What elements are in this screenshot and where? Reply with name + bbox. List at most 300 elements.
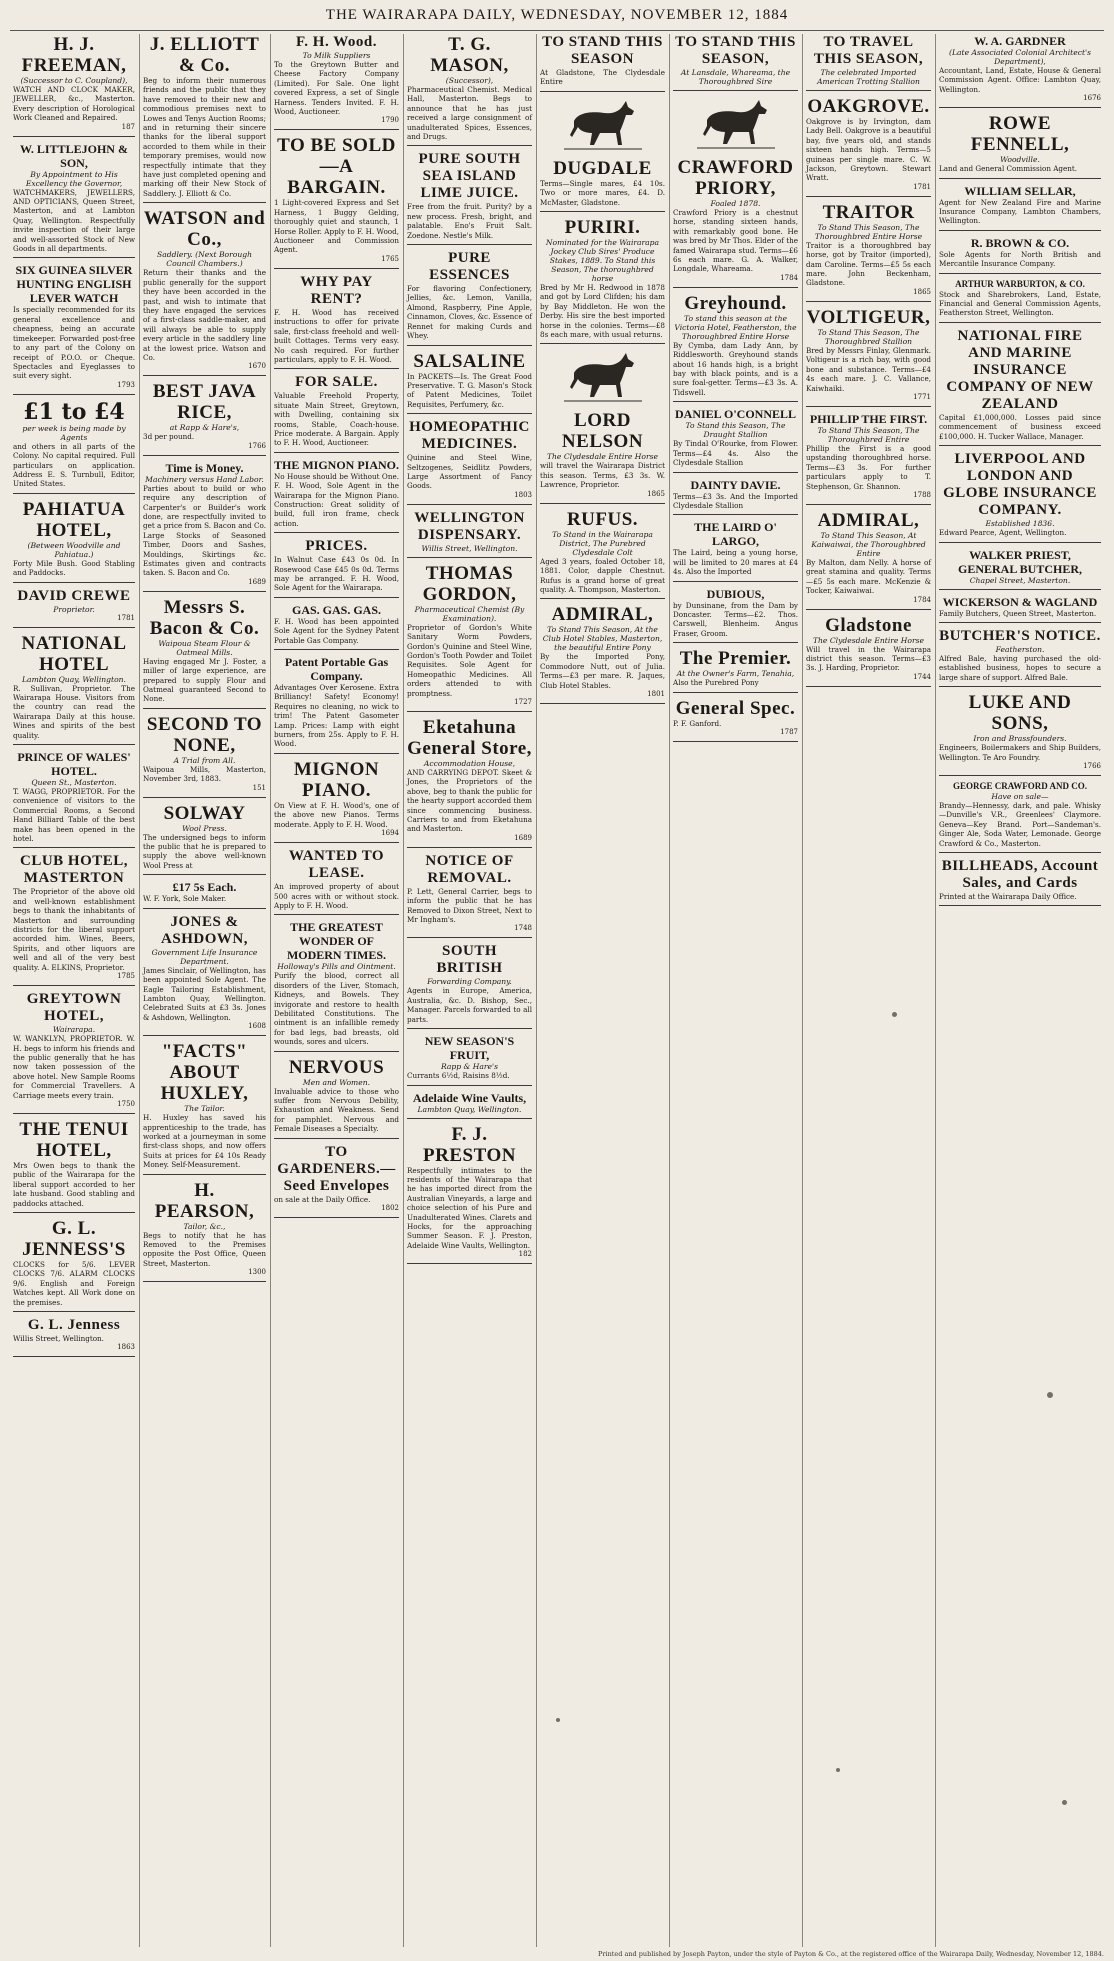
ad-subheading: To Stand This Season, The Thoroughbred Entire	[817, 425, 920, 444]
ad-body: Bred by Messrs Finlay, Glenmark. Voltigeur is a rich bay, with good bone and substance. Terms—£4 4s each mare. J. C. Vallance, Kaiwhaiki.	[806, 345, 931, 393]
advertisement	[939, 692, 1101, 771]
newspaper-masthead: THE WAIRARAPA DAILY, WEDNESDAY, NOVEMBER 12, 1884	[325, 7, 789, 23]
ad-heading: WALKER PRIEST, GENERAL BUTCHER,	[957, 547, 1083, 576]
ad-separator	[407, 504, 532, 505]
ad-separator	[939, 107, 1101, 108]
ad-body: To the Greytown Butter and Cheese Factory Company (Limited). For Sale. One light covered Express, a set of Single Harness. Tenders Invited. F. H. Wood, Auctioneer.	[274, 60, 399, 117]
advertisement	[407, 351, 532, 410]
ad-separator	[939, 273, 1101, 274]
column-4	[404, 34, 535, 1947]
ad-subheading: To Stand this Season, The Draught Stallion	[685, 421, 786, 440]
ad-heading: PAHIATUA HOTEL,	[22, 498, 126, 541]
ad-heading: PRICES.	[305, 538, 368, 555]
ad-subheading: At the Owner's Farm, Tenahia,	[676, 669, 795, 679]
ad-heading: TO STAND THIS SEASON	[542, 34, 663, 67]
ad-heading: W. A. GARDNER	[974, 34, 1066, 48]
ad-number: 1689	[514, 833, 532, 842]
ad-heading: Greyhound.	[684, 292, 787, 314]
ad-heading: F. H. Wood.	[296, 34, 377, 50]
ad-number: 1784	[913, 595, 931, 604]
ad-subheading: Government Life Insurance Department.	[151, 947, 258, 966]
ad-body: R. Sullivan, Proprietor. The Wairarapa House. Visitors from the country can read the Wairarapa Daily at this house. Wines and spirits of the best quality.	[13, 683, 135, 740]
advertisement	[13, 263, 135, 389]
ad-heading: Time is Money.	[165, 460, 244, 475]
advertisement	[673, 587, 798, 639]
advertisement	[407, 943, 532, 1024]
advertisement	[939, 628, 1101, 682]
ad-heading: ADMIRAL,	[817, 509, 920, 531]
ad-separator	[407, 345, 532, 346]
ad-heading: H. PEARSON,	[154, 1179, 255, 1222]
ad-body: By Cymba, dam Lady Ann, by Riddlesworth. Greyhound stands about 16 hands high, is a bright bay with black points, and is a sure foal-getter. Terms—£3 3s. A. Tidswell.	[673, 340, 798, 397]
ad-heading: F. J. PRESTON	[423, 1123, 516, 1166]
ad-separator	[673, 741, 798, 742]
ad-heading: WHY PAY RENT?	[300, 273, 373, 307]
ad-heading: NATIONAL FIRE AND MARINE INSURANCE COMPANY OF NEW ZEALAND	[946, 327, 1094, 412]
ad-separator	[274, 914, 399, 915]
ad-body: No House should be Without One. F. H. Wood, Sole Agent in the Wairarapa for the Mignon Piano. Construction: Great solidity of build, full iron frame, check action.	[274, 471, 399, 528]
advertisement	[673, 648, 798, 687]
ad-separator	[407, 557, 532, 558]
ad-number: 1802	[381, 1204, 399, 1212]
ad-subheading: The Tailor.	[184, 1104, 225, 1114]
advertisement	[143, 597, 266, 704]
advertisement	[407, 419, 532, 500]
advertisement	[274, 1144, 399, 1213]
ad-body: Accountant, Land, Estate, House & General Commission Agent. Office: Lambton Quay, Wellington.	[939, 66, 1101, 94]
ad-body: Aged 3 years, foaled October 18, 1881. Color, dapple Chestnut. Rufus is a grand horse of great quality. A. Thompson, Masterton.	[540, 556, 665, 594]
advertisement	[407, 151, 532, 240]
ad-heading: NEW SEASON'S FRUIT,	[424, 1034, 515, 1063]
ad-number: 1781	[913, 182, 931, 191]
ad-separator	[673, 401, 798, 402]
ad-heading: Eketahuna General Store,	[407, 717, 532, 759]
ad-heading: The Premier.	[679, 648, 792, 670]
ad-body: H. Huxley has saved his apprenticeship to the trade, has worked at a journeyman in some first-class shops, and now offers Suits at prices for £4 10s Ready Money. Self-Measurement.	[143, 1113, 266, 1170]
advertisement	[143, 914, 266, 1031]
ink-spot	[1047, 1392, 1053, 1398]
ad-number: 1694	[381, 829, 399, 838]
ad-heading: Messrs S. Bacon & Co.	[149, 596, 260, 639]
ad-heading: CLUB HOTEL, MASTERTON	[19, 853, 129, 887]
ad-heading: LIVERPOOL AND LONDON AND GLOBE INSURANCE COMPANY.	[943, 451, 1097, 519]
ad-number: 1748	[514, 924, 532, 933]
advertisement	[13, 499, 135, 578]
advertisement	[540, 509, 665, 595]
advertisement	[143, 208, 266, 371]
ad-separator	[407, 1118, 532, 1119]
ad-separator	[274, 452, 399, 453]
advertisement	[274, 458, 399, 528]
advertisement	[939, 236, 1101, 269]
ad-number: 1750	[117, 1099, 135, 1108]
ad-heading: PURIRI.	[564, 217, 641, 239]
column-6	[670, 34, 801, 1947]
advertisement	[673, 520, 798, 576]
ad-separator	[143, 1174, 266, 1175]
ad-number: 1781	[117, 613, 135, 622]
ad-heading: PRINCE OF WALES' HOTEL.	[17, 750, 131, 778]
ad-number: 1784	[780, 273, 798, 282]
advertisement	[939, 34, 1101, 103]
advertisement	[939, 328, 1101, 441]
ad-separator	[939, 178, 1101, 179]
ad-separator	[13, 744, 135, 745]
ink-spot	[892, 1012, 897, 1017]
ad-separator	[13, 985, 135, 986]
advertisement	[540, 410, 665, 498]
ad-number: 1765	[381, 254, 399, 263]
ad-body: Crawford Priory is a chestnut horse, standing sixteen hands, with remarkably good bone. He was bred by Mr Thos. Elder of the famed Wairarapa stud. Terms—£6 6s each mare. G. A. Walker, Longdale, Whareama.	[673, 208, 798, 274]
ad-separator	[939, 322, 1101, 323]
ad-number: 1803	[514, 490, 532, 499]
ad-heading: G. L. JENNESS'S	[22, 1217, 126, 1260]
ad-body: Land and General Commission Agent.	[939, 164, 1078, 174]
ad-separator	[673, 581, 798, 582]
ad-body: WATCHMAKERS, JEWELLERS, AND OPTICIANS, Queen Street, Masterton, and at Lambton Quay, Wellington. Respectfully invite inspection of their large and well-assorted Stock of New Goods in all departments.	[13, 187, 135, 254]
ad-separator	[407, 244, 532, 245]
ad-body: Currants 6½d, Raisins 8½d.	[407, 1071, 510, 1081]
column-7	[803, 34, 934, 1947]
ad-subheading: (Successor to C. Coupland),	[20, 76, 128, 85]
ad-subheading: To Stand in the Wairarapa District, The Purebred Clydesdale Colt	[552, 529, 653, 557]
ad-body: Proprietor of Gordon's White Sanitary Worm Powders, Gordon's Quinine and Steel Wine, Gordon's Tooth Powder and Toilet Requisites. Sole Agent for Homeopathic Medicines. All orders attended to with promptness.	[407, 622, 532, 698]
advertisement	[939, 595, 1101, 618]
ad-subheading: To Stand This Season, At the Club Hotel Stables, Masterton, the beautiful Entire Pony	[542, 625, 663, 653]
ad-body: P. F. Ganford.	[673, 718, 722, 728]
ad-subheading: At Lansdale, Whareama, the Thoroughbred Sire	[680, 68, 791, 86]
ad-separator	[274, 1217, 399, 1218]
ad-separator	[673, 287, 798, 288]
advertisement	[540, 34, 665, 87]
ad-body: Printed at the Wairarapa Daily Office.	[939, 891, 1077, 901]
ad-subheading: (Successor),	[445, 76, 494, 85]
ad-subheading: (Late Associated Colonial Architect's Department),	[949, 48, 1091, 66]
ad-body: Quinine and Steel Wine, Seltzogenes, Seidlitz Powders, Large Assortment of Fancy Goods.	[407, 453, 532, 491]
ad-subheading: Willis Street, Wellington.	[421, 543, 518, 553]
ad-heading: Adelaide Wine Vaults,	[412, 1090, 527, 1105]
advertisement	[806, 307, 931, 402]
advertisement	[143, 461, 266, 587]
ad-body: W. WANKLYN, PROPRIETOR. W. H. begs to inform his friends and the public generally that he has now taken possession of the above hotel. New Sample Rooms for Commercial Travellers. A Carriage meets every train.	[13, 1034, 135, 1100]
ad-body: and others in all parts of the Colony. No capital required. Full particulars on application. Address E. S. Turnbull, Editor, United States.	[13, 441, 135, 489]
ad-heading: PURE ESSENCES	[429, 250, 510, 284]
ad-body: Beg to inform their numerous friends and the public that they have removed to their new and commodious premises next to Lowes and Tenys Auction Rooms; and in returning their sincere thanks for the liberal support accorded to them while in their temporary premises, would now respectfully intimate that they have just completed opening and marking off their New Stock of Saddlery. J. Elliott & Co.	[143, 76, 266, 198]
ad-separator	[673, 642, 798, 643]
ad-subheading: To Stand This Season, At Kaiwaiwai, the Thoroughbred Entire	[811, 530, 926, 558]
ad-body: The undersigned begs to inform the public that he is prepared to supply the above well-known Wool Press at	[143, 832, 266, 870]
advertisement	[407, 1124, 532, 1260]
advertisement	[939, 858, 1101, 901]
ad-separator	[540, 91, 665, 92]
ad-separator	[806, 90, 931, 91]
advertisement	[143, 1041, 266, 1169]
ad-separator	[274, 1138, 399, 1139]
advertisement	[806, 615, 931, 682]
ad-subheading: The Clydesdale Entire Horse	[546, 452, 659, 462]
ad-number: 1863	[117, 1343, 135, 1352]
column-8	[936, 34, 1104, 1947]
ad-body: Alfred Bale, having purchased the old-established business, hopes to secure a large share of support. Alfred Bale.	[939, 653, 1101, 682]
ad-heading: TRAITOR	[822, 201, 915, 223]
advertisement	[13, 1317, 135, 1352]
advertisement	[13, 991, 135, 1109]
ad-heading: NOTICE OF REMOVAL.	[425, 852, 514, 886]
advertisement	[13, 142, 135, 254]
ad-body: Terms—Single mares, £4 10s. Two or more mares, £4. D. McMaster, Gladstone.	[540, 178, 665, 207]
ad-body: By Malton, dam Nelly. A horse of great stamina and quality. Terms—£5 5s each mare. McKenzie & Tocker, Kaiwaiwai.	[806, 557, 931, 596]
ad-separator	[274, 532, 399, 533]
column-1	[10, 34, 138, 1947]
ad-heading: TO BE SOLD—A BARGAIN.	[277, 135, 396, 199]
advertisement	[939, 548, 1101, 585]
column-3	[271, 34, 402, 1947]
ad-heading: VOLTIGEUR,	[806, 306, 931, 328]
ad-heading: General Spec.	[675, 697, 796, 719]
advertisement	[143, 880, 266, 903]
ad-separator	[143, 455, 266, 456]
ad-body: CLOCKS for 5/6. LEVER CLOCKS 7/6. ALARM CLOCKS 9/6. English and Foreign Watches kept. All Work done on the premises.	[13, 1259, 135, 1307]
ad-body: Is specially recommended for its general excellence and cheapness, being an accurate timekeeper. Forwarded post-free to any part of the Colony on receipt of P.O.O. or Cheque. Spectacles and Eyeglasses to suit every sight.	[13, 305, 135, 381]
ad-separator	[407, 937, 532, 938]
ad-number: 187	[121, 122, 135, 131]
ad-body: AND CARRYING DEPOT. Skeet & Jones, the Proprietors of the above, beg to thank the public for the hearty support accorded them since commencing business. Carriers to and from Eketahuna and Masterton.	[407, 768, 532, 834]
ad-separator	[407, 847, 532, 848]
ad-number: 1788	[913, 490, 931, 499]
advertisement	[806, 412, 931, 500]
ad-number: 1300	[248, 1268, 266, 1277]
ad-separator	[407, 413, 532, 414]
advertisement	[274, 759, 399, 838]
ad-separator	[673, 692, 798, 693]
ad-subheading: Established 1836.	[985, 519, 1055, 529]
ad-number: 1771	[913, 392, 931, 401]
ad-subheading: Wairarapa.	[52, 1025, 96, 1035]
ad-heading: DUBIOUS,	[706, 586, 765, 601]
ad-body: Having engaged Mr J. Foster, a miller of large experience, are prepared to supply Flour and Oatmeal guaranteed Second to None.	[143, 656, 266, 704]
ad-separator	[13, 847, 135, 848]
advertisement	[274, 34, 399, 125]
ad-heading: MIGNON PIANO.	[293, 758, 380, 801]
ad-heading: DUGDALE	[553, 157, 652, 179]
ad-separator	[939, 589, 1101, 590]
ad-subheading: per week is being made by Agents	[22, 423, 126, 442]
advertisement	[939, 781, 1101, 848]
ad-heading: PHILLIP THE FIRST.	[809, 411, 928, 426]
ad-separator	[939, 230, 1101, 231]
ad-subheading: Lambton Quay, Wellington.	[22, 674, 126, 684]
ad-separator	[407, 1085, 532, 1086]
ad-body: F. H. Wood has been appointed Sole Agent for the Sydney Patent Portable Gas Company.	[274, 616, 399, 645]
ad-heading: DAINTY DAVIE.	[690, 477, 781, 492]
ad-body: In PACKETS—Is. The Great Food Preservative. T. G. Mason's Stock of Patent Medicines, Toilet Requisites, Perfumery, &c.	[407, 371, 532, 409]
advertisement	[274, 920, 399, 1046]
advertisement	[407, 563, 532, 707]
ad-body: James Sinclair, of Wellington, has been appointed Sole Agent. The Eagle Tailoring Establishment, Lambton Quay, Wellington. Celebrated Suits at £3 3s. Jones & Ashdown, Wellington.	[143, 965, 266, 1022]
ad-body: In Walnut Case £43 0s 0d. In Rosewood Case £45 0s 0d. Terms may be arranged. F. H. Wood, Sole Agent for the Wairarapa.	[274, 555, 399, 593]
ad-separator	[143, 708, 266, 709]
advertisement	[806, 510, 931, 605]
ad-heading: Gladstone	[825, 614, 912, 636]
advertisement	[13, 34, 135, 132]
ad-body: Engineers, Boilermakers and Ship Builders, Wellington. Te Aro Foundry.	[939, 743, 1101, 762]
column-5	[537, 34, 668, 1947]
ad-heading: THE TENUI HOTEL,	[19, 1118, 129, 1161]
ad-separator	[13, 582, 135, 583]
advertisement	[939, 184, 1101, 226]
advertisement	[673, 407, 798, 467]
ad-separator	[13, 493, 135, 494]
advertisement	[13, 750, 135, 843]
ad-heading: TO STAND THIS SEASON,	[675, 34, 796, 67]
ad-body: Free from the fruit. Purity? by a new process. Fresh, bright, and palatable. Eno's Fruit Salt. Zoedone. Nestle's Milk.	[407, 202, 532, 240]
advertisement	[407, 250, 532, 340]
ad-subheading: Tailor, &c.,	[183, 1221, 226, 1231]
advertisement	[407, 1034, 532, 1080]
ad-body: Stock and Sharebrokers, Land, Estate, Financial and General Commission Agents, Featherston Street, Wellington.	[939, 289, 1101, 318]
ad-subheading: Chapel Street, Masterton.	[969, 575, 1071, 585]
ad-body: Traitor is a thoroughbred bay horse, got by Traitor (imported), dam Caroline. Terms—£5 5s each mare. John Beckenham, Gladstone.	[806, 240, 931, 288]
ad-subheading: Featherston.	[995, 644, 1045, 654]
ad-body: Sole Agents for North British and Mercantile Insurance Company.	[939, 249, 1101, 269]
advertisement	[407, 717, 532, 843]
ad-subheading: Wool Press.	[182, 823, 227, 833]
ad-heading: WICKERSON & WAGLAND	[942, 594, 1098, 609]
ad-heading: WILLIAM SELLAR,	[964, 183, 1076, 198]
ad-separator	[143, 375, 266, 376]
ad-body: Agent for New Zealand Fire and Marine Insurance Company, Lambton Chambers, Wellington.	[939, 197, 1101, 226]
ad-number: 1766	[248, 441, 266, 450]
ad-heading: NATIONAL HOTEL	[21, 632, 127, 675]
ink-spot	[556, 1718, 560, 1722]
ink-spot	[836, 1768, 840, 1772]
ad-separator	[274, 129, 399, 130]
ad-body: The Proprietor of the above old and well-known establishment begs to thank the inhabitants of Masterton and surrounding districts for the liberal support accorded him. Wines, Beers, Spirits, and other liquors are well and all of the very best quality. A. ELKINS, Proprietor.	[13, 887, 135, 972]
ad-body: 3d per pound.	[143, 432, 195, 442]
ad-body: At Gladstone, The Clydesdale Entire	[540, 68, 665, 87]
ad-number: 151	[252, 783, 266, 792]
ad-subheading: By Appointment to His Excellency the Governor,	[25, 169, 123, 188]
advertisement	[274, 848, 399, 910]
advertisement	[13, 853, 135, 981]
ad-heading: R. BROWN & CO.	[970, 235, 1070, 250]
ad-subheading: Proprietor.	[53, 604, 95, 614]
ad-separator	[806, 406, 931, 407]
ad-body: For flavoring Confectionery, Jellies, &c. Lemon, Vanilla, Almond, Raspberry, Pine Apple, Cinnamon, Cloves, &c. Essence of Rennet for making Curds and Whey.	[407, 284, 532, 341]
ad-number: 1676	[1083, 94, 1101, 103]
ad-body: P. Lett, General Carrier, begs to inform the public that he has Removed to Dixon Street, Next to Mr Ingham's.	[407, 886, 532, 925]
ad-subheading: To stand this season at the Victoria Hotel, Featherston, the Thoroughbred Entire Horse	[674, 313, 797, 341]
ad-heading: £1 to £4	[23, 398, 125, 425]
ad-body: Also the Purebred Pony	[673, 678, 759, 688]
ad-separator	[540, 598, 665, 599]
ad-heading: G. L. Jenness	[27, 1317, 121, 1333]
ad-subheading: Machinery versus Hand Labor.	[145, 474, 264, 484]
ad-heading: THE GREATEST WONDER OF MODERN TIMES.	[286, 920, 387, 963]
ad-separator	[13, 1113, 135, 1114]
ad-body: will travel the Wairarapa District this season. Terms, £3 3s. W. Lawrence, Proprietor.	[540, 461, 665, 490]
ad-heading: BUTCHER'S NOTICE.	[939, 627, 1101, 644]
ad-number: 1744	[913, 672, 931, 681]
ad-separator	[274, 597, 399, 598]
ad-subheading: Waipoua Steam Flour & Oatmeal Mills.	[158, 638, 251, 657]
ad-separator	[13, 1311, 135, 1312]
ad-separator	[274, 649, 399, 650]
ad-heading: ADMIRAL,	[551, 604, 654, 626]
advertisement	[274, 655, 399, 749]
ad-subheading: Pharmaceutical Chemist (By Examination).	[414, 604, 525, 623]
ad-heading: GAS. GAS. GAS.	[291, 602, 382, 617]
ad-body: W. F. York, Sole Maker.	[143, 894, 227, 904]
ad-heading: RUFUS.	[566, 508, 639, 530]
ad-heading: SOUTH BRITISH	[436, 943, 503, 977]
ad-body: Advantages Over Kerosene. Extra Brilliancy! Safety! Economy! Requires no cleaning, no wick to trim! The Patent Gasometer Lamp. Prices: Lamp with eight burners, from 25s. Apply to F. H. Wood.	[274, 683, 399, 749]
ad-heading: H. J. FREEMAN,	[21, 34, 127, 76]
column-2	[140, 34, 269, 1947]
ad-heading: FOR SALE.	[295, 374, 378, 391]
horse-engraving	[560, 97, 646, 155]
ad-body: An improved property of about 500 acres with or without stock. Apply to F. H. Wood.	[274, 882, 399, 910]
ad-subheading: Lambton Quay, Wellington.	[417, 1104, 522, 1114]
ad-number: 1790	[381, 116, 399, 125]
imprint-line: Printed and published by Joseph Payton, under the style of Payton & Co., at the registered office of the Wairarapa Daily, Wednesday, November 12, 1884.	[598, 1950, 1104, 1958]
ad-heading: WANTED TO LEASE.	[288, 848, 385, 882]
advertisement	[673, 698, 798, 737]
ad-subheading: Foaled 1878.	[710, 199, 761, 208]
advertisement	[939, 113, 1101, 173]
ad-subheading: Queen St., Masterton.	[31, 778, 117, 787]
ad-separator	[407, 145, 532, 146]
ad-body: Begs to notify that he has Removed to the Premises opposite the Post Office, Queen Street, Masterton.	[143, 1230, 266, 1268]
ad-body: Edward Pearce, Agent, Wellington.	[939, 528, 1067, 538]
ad-subheading: Accommodation House,	[423, 759, 516, 768]
ad-subheading: Rapp & Hare's	[441, 1062, 498, 1072]
ad-separator	[806, 686, 931, 687]
ad-heading: SOLWAY	[163, 802, 246, 824]
ink-spot	[1062, 1800, 1067, 1805]
ad-heading: DAVID CREWE	[17, 587, 131, 604]
advertisement	[806, 96, 931, 192]
advertisement	[407, 510, 532, 553]
ad-separator	[274, 268, 399, 269]
ad-heading: SIX GUINEA SILVER HUNTING ENGLISH LEVER WATCH	[15, 263, 133, 306]
ad-body: The Laird, being a young horse, will be limited to 20 mares at £4 4s. Also the Imported	[673, 548, 798, 577]
ad-number: 182	[518, 1250, 532, 1259]
advertisement	[274, 374, 399, 447]
advertisement	[13, 1218, 135, 1307]
advertisement	[407, 34, 532, 141]
ad-separator	[806, 196, 931, 197]
ad-body: Will travel in the Wairarapa district this season. Terms—£3 3s. J. Harding, Proprietor.	[806, 644, 931, 673]
advertisement	[274, 538, 399, 593]
ad-body: WATCH AND CLOCK MAKER, JEWELLER, &c., Masterton. Every description of Horological Work Cleaned and Repaired.	[13, 85, 135, 123]
ad-subheading: (Between Woodville and Pahiatua.)	[27, 540, 121, 559]
advertisement	[13, 1119, 135, 1208]
ad-separator	[143, 591, 266, 592]
ad-separator	[540, 211, 665, 212]
ad-heading: NERVOUS	[288, 1056, 385, 1078]
advertisement	[274, 135, 399, 263]
ad-separator	[806, 301, 931, 302]
ad-subheading: Men and Women.	[302, 1077, 371, 1087]
advertisement	[143, 1180, 266, 1278]
ad-body: Terms—£3 3s. And the Imported Clydesdale Stallion	[673, 491, 798, 510]
ad-separator	[540, 343, 665, 344]
ad-heading: JONES & ASHDOWN,	[161, 913, 248, 947]
ad-body: By Tindal O'Rourke, from Flower. Terms—£4 4s. Also the Clydesdale Stallion	[673, 439, 798, 468]
ad-separator	[673, 472, 798, 473]
ad-heading: PURE SOUTH SEA ISLAND LIME JUICE.	[418, 151, 521, 202]
